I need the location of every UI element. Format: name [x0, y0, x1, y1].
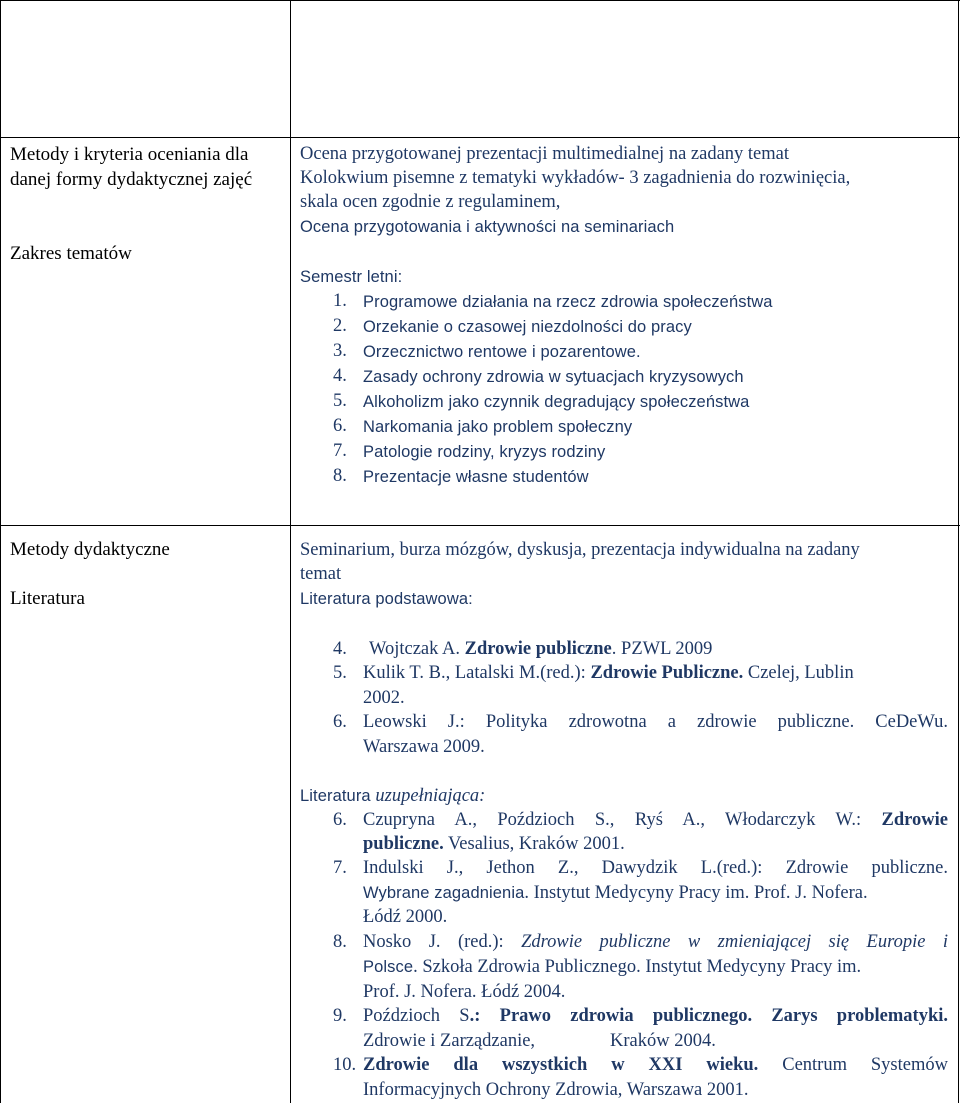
assessment-line: Ocena przygotowanej prezentacji multimedialnej na zadany temat — [300, 144, 790, 164]
list-item: 5. — [333, 391, 347, 411]
list-item-text: Patologie rodziny, kryzys rodziny — [363, 443, 606, 461]
list-item: 3. — [333, 341, 347, 361]
literature-item-number: 9. — [333, 1006, 347, 1026]
literature-item-number: 4. — [333, 639, 347, 659]
row-divider-2 — [0, 525, 960, 526]
literature-item-cont: Informacyjnych Ochrony Zdrowia, Warszawa 2001. — [363, 1080, 749, 1100]
literature-item-cont: Wybrane zagadnienia. Instytut Medycyny Pracy im. Prof. J. Nofera. — [363, 883, 868, 903]
list-item-text: Programowe działania na rzecz zdrowia społeczeństwa — [363, 293, 773, 311]
literature-item-cont: publiczne. Vesalius, Kraków 2001. — [363, 834, 625, 854]
literature-item-number: 7. — [333, 858, 347, 878]
list-item: 7. — [333, 441, 347, 461]
list-item-text: Alkoholizm jako czynnik degradujący społeczeństwa — [363, 393, 750, 411]
list-item-text: Orzekanie o czasowej niezdolności do pracy — [363, 318, 692, 336]
literature-item-cont: Warszawa 2009. — [363, 737, 485, 757]
assessment-line: Ocena przygotowania i aktywności na seminariach — [300, 218, 675, 236]
literature-item-cont: 2002. — [363, 688, 405, 708]
label-topics: Zakres tematów — [10, 243, 132, 264]
literature-item: Poździoch S.: Prawo zdrowia publicznego. Zarys problematyki. — [363, 1006, 948, 1026]
literature-item: Leowski J.: Polityka zdrowotna a zdrowie publiczne. CeDeWu. — [363, 712, 948, 732]
row-divider-top — [0, 0, 960, 1]
literature-item-number: 6. — [333, 712, 347, 732]
literature-item: Indulski J., Jethon Z., Dawydzik L.(red.): Zdrowie publiczne. — [363, 858, 948, 878]
literature-item-number: 6. — [333, 810, 347, 830]
semester-heading: Semestr letni: — [300, 268, 403, 286]
list-item-text: Orzecznictwo rentowe i pozarentowe. — [363, 343, 641, 361]
literature-item-cont: Zdrowie i Zarządzanie, — [363, 1031, 536, 1051]
label-didactic-methods: Metody dydaktyczne — [10, 539, 170, 560]
list-item: 2. — [333, 316, 347, 336]
list-item: 4. — [333, 366, 347, 386]
list-item-text: Zasady ochrony zdrowia w sytuacjach kryzysowych — [363, 368, 744, 386]
literature-item-number: 5. — [333, 663, 347, 683]
literature-item: Wojtczak A. Zdrowie publiczne. PZWL 2009 — [369, 639, 713, 659]
list-item: 6. — [333, 416, 347, 436]
literature-item-cont: Polsce. Szkoła Zdrowia Publicznego. Instytut Medycyny Pracy im. — [363, 957, 862, 977]
literature-item-number: 10. — [333, 1055, 357, 1075]
row-divider-1 — [0, 137, 960, 138]
literature-item: Zdrowie dla wszystkich w XXI wieku. Centrum Systemów — [363, 1055, 948, 1075]
literature-item: Nosko J. (red.): Zdrowie publiczne w zmieniającej się Europie i — [363, 932, 949, 952]
column-divider — [290, 0, 291, 1103]
literature-item-cont: Kraków 2004. — [610, 1031, 716, 1051]
list-item-text: Prezentacje własne studentów — [363, 468, 589, 486]
label-assessment-methods: Metody i kryteria oceniania dla danej formy dydaktycznej zajęć — [10, 144, 253, 190]
supplementary-literature-heading: Literatura uzupełniająca: — [300, 786, 486, 806]
literature-item: Czupryna A., Poździoch S., Ryś A., Włodarczyk W.: Zdrowie — [363, 810, 948, 830]
assessment-line: Kolokwium pisemne z tematyki wykładów- 3 zagadnienia do rozwinięcia, — [300, 168, 851, 188]
literature-item: Kulik T. B., Latalski M.(red.): Zdrowie Publiczne. Czelej, Lublin — [363, 663, 854, 683]
literature-item-number: 8. — [333, 932, 347, 952]
label-literature: Literatura — [10, 588, 85, 609]
list-item: 1. — [333, 291, 347, 311]
assessment-line: skala ocen zgodnie z regulaminem, — [300, 192, 561, 212]
basic-literature-heading: Literatura podstawowa: — [300, 590, 473, 608]
list-item-text: Narkomania jako problem społeczny — [363, 418, 633, 436]
literature-item-cont: Prof. J. Nofera. Łódź 2004. — [363, 982, 566, 1002]
list-item: 8. — [333, 466, 347, 486]
table-border-left — [0, 0, 1, 1103]
literature-item-cont: Łódź 2000. — [363, 907, 448, 927]
methods-line: temat — [300, 564, 342, 584]
table-border-right — [958, 0, 959, 1103]
methods-line: Seminarium, burza mózgów, dyskusja, prezentacja indywidualna na zadany — [300, 540, 860, 560]
